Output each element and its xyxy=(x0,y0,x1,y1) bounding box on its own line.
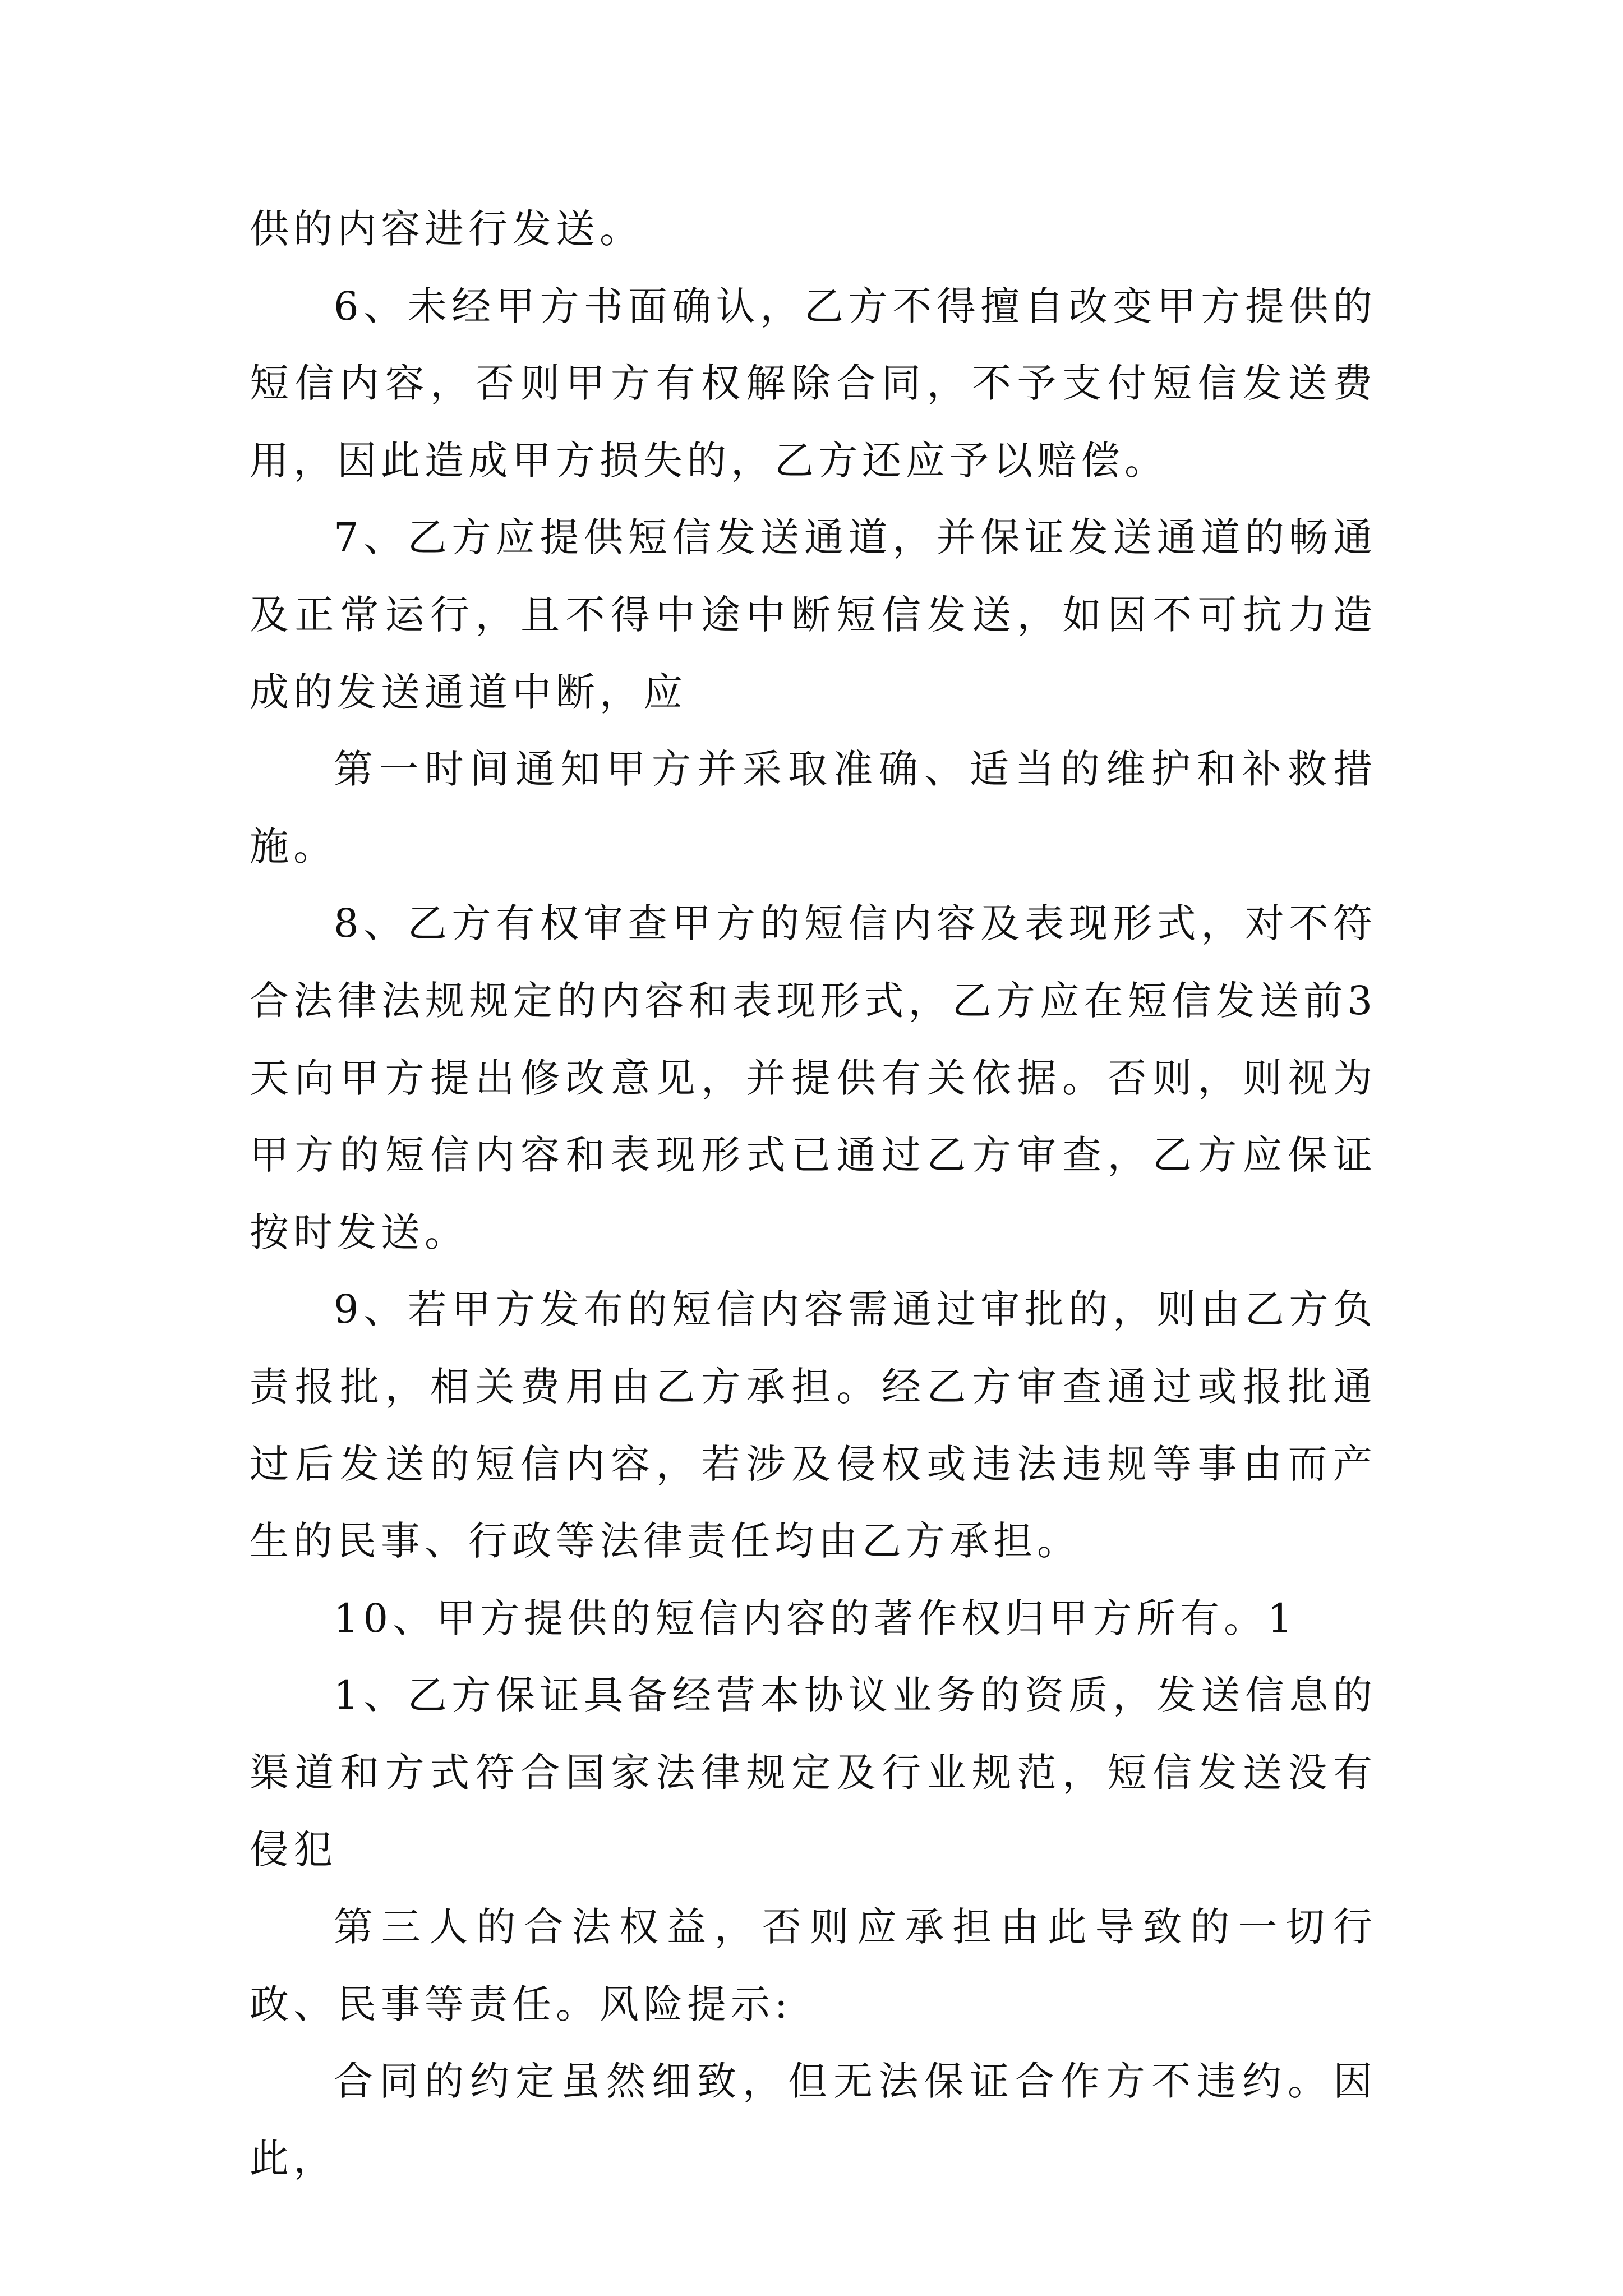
paragraph-clause-10: 10、甲方提供的短信内容的著作权归甲方所有。1 xyxy=(334,1595,1297,1641)
paragraph-clause-11-continued: 第三人的合法权益，否则应承担由此导致的一切行政、民事等责任。风险提示: xyxy=(250,1904,1377,2027)
paragraph-clause-7: 7、乙方应提供短信发送通道，并保证发送通道的畅通及正常运行，且不得中途中断短信发送，如因不可抗力造成的发送通道中断，应 xyxy=(250,514,1377,715)
paragraph-clause-7-continued: 第一时间通知甲方并采取准确、适当的维护和补救措施。 xyxy=(250,746,1377,869)
document-body xyxy=(250,191,1377,2197)
paragraph-clause-6: 6、未经甲方书面确认，乙方不得擅自改变甲方提供的短信内容，否则甲方有权解除合同，不予支付短信发送费用，因此造成甲方损失的，乙方还应予以赔偿。 xyxy=(250,283,1377,484)
paragraph-1: 供的内容进行发送。 xyxy=(250,206,643,252)
paragraph-clause-11: 1、乙方保证具备经营本协议业务的资质，发送信息的渠道和方式符合国家法律规定及行业规范，短信发送没有侵犯 xyxy=(250,1672,1377,1873)
paragraph-clause-8: 8、乙方有权审查甲方的短信内容及表现形式，对不符合法律法规规定的内容和表现形式，乙方应在短信发送前3天向甲方提出修改意见，并提供有关依据。否则，则视为甲方的短信内容和表现形式已通过乙方审查，乙方应保证按时发送。 xyxy=(250,900,1377,1255)
paragraph-clause-9: 9、若甲方发布的短信内容需通过审批的，则由乙方负责报批，相关费用由乙方承担。经乙方审查通过或报批通过后发送的短信内容，若涉及侵权或违法违规等事由而产生的民事、行政等法律责任均由乙方承担。 xyxy=(250,1286,1377,1565)
paragraph-risk-note: 合同的约定虽然细致，但无法保证合作方不违约。因此， xyxy=(250,2058,1377,2182)
